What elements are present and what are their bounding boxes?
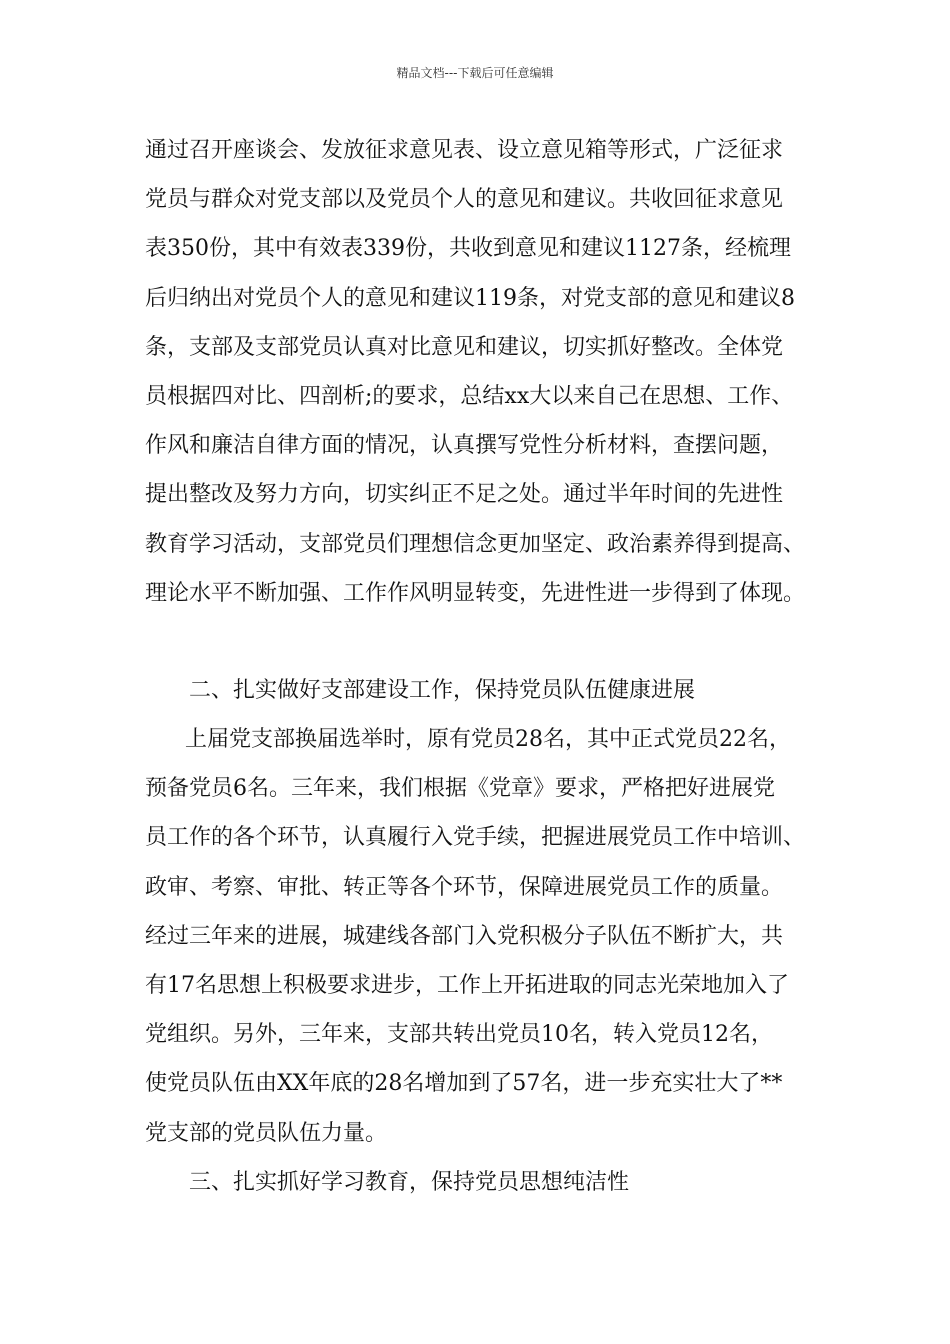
paragraph-line: 条，支部及支部党员认真对比意见和建议，切实抓好整改。全体党 <box>145 334 784 360</box>
paragraph-line: 使党员队伍由XX年底的28名增加到了57名，进一步充实壮大了** <box>145 1071 783 1097</box>
paragraph-line: 上届党支部换届选举时，原有党员28名，其中正式党员22名， <box>185 727 791 753</box>
document-body <box>145 126 825 1207</box>
paragraph-line: 教育学习活动，支部党员们理想信念更加坚定、政治素养得到提高、 <box>145 531 806 557</box>
paragraph-2 <box>145 715 825 1158</box>
paragraph-line: 提出整改及努力方向，切实纠正不足之处。通过半年时间的先进性 <box>145 482 784 508</box>
paragraph-line: 党员与群众对党支部以及党员个人的意见和建议。共收回征求意见 <box>145 187 784 213</box>
paragraph-line: 后归纳出对党员个人的意见和建议119条，对党支部的意见和建议8 <box>145 285 795 311</box>
section-heading-3: 三、扎实抓好学习教育，保持党员思想纯洁性 <box>189 1169 630 1195</box>
paragraph-line: 表350份，其中有效表339份，共收到意见和建议1127条，经梳理 <box>145 236 791 262</box>
paragraph-line: 员根据四对比、四剖析;的要求，总结xx大以来自己在思想、工作、 <box>145 383 794 409</box>
paragraph-1 <box>145 126 825 618</box>
paragraph-line: 作风和廉洁自律方面的情况，认真撰写党性分析材料，查摆问题， <box>145 433 784 459</box>
paragraph-line: 党组织。另外，三年来，支部共转出党员10名，转入党员12名， <box>145 1022 773 1048</box>
paragraph-line: 理论水平不断加强、工作作风明显转变，先进性进一步得到了体现。 <box>145 580 806 606</box>
paragraph-line: 员工作的各个环节，认真履行入党手续，把握进展党员工作中培训、 <box>145 825 806 851</box>
paragraph-line: 通过召开座谈会、发放征求意见表、设立意见箱等形式，广泛征求 <box>145 138 784 163</box>
page-header: 精品文档---下载后可任意编辑 <box>396 66 554 80</box>
paragraph-line: 政审、考察、审批、转正等各个环节，保障进展党员工作的质量。 <box>145 874 784 900</box>
section-heading-2: 二、扎实做好支部建设工作，保持党员队伍健康进展 <box>189 677 696 703</box>
paragraph-line: 党支部的党员队伍力量。 <box>145 1120 388 1146</box>
section-gap <box>145 618 825 666</box>
paragraph-line: 有17名思想上积极要求进步，工作上开拓进取的同志光荣地加入了 <box>145 973 789 998</box>
paragraph-line: 经过三年来的进展，城建线各部门入党积极分子队伍不断扩大，共 <box>145 923 784 949</box>
paragraph-line: 预备党员6名。三年来，我们根据《党章》要求，严格把好进展党 <box>145 776 775 802</box>
